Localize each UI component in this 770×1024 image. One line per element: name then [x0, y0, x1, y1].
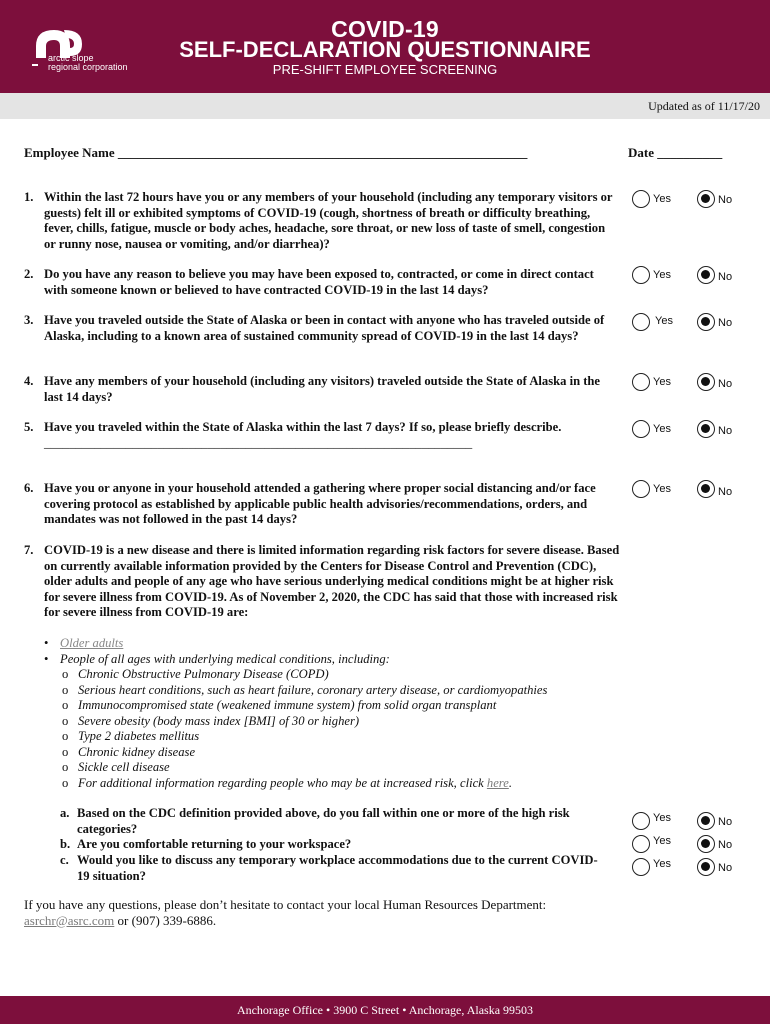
q6-no-radio[interactable] [697, 480, 715, 498]
q1-no-label: No [718, 194, 733, 206]
list-item[interactable]: • Older adults [44, 636, 547, 652]
qc-no-label: No [718, 862, 733, 874]
question-6: 6. Have you or anyone in your household attended a gathering where proper social distancing and/or face covering protocol as established by applicable public health advisories/recommendations, orders, and mandates was not followed in the past 14 days? [24, 481, 596, 526]
q1-yes-radio[interactable] [632, 190, 650, 208]
qa-no-label: No [718, 816, 733, 828]
question-7: 7. COVID-19 is a new disease and there is limited information regarding risk factors for severe disease. Based on currently available information provided by the Centers for Disease Control and Prevention (CDC), older adults and people of any age who have serious underlying medical conditions might be at higher risk for severe illness from COVID-19. As of November 2, 2020, the CDC has said that those with increased risk for severe illness from COVID-19 are: [24, 543, 620, 619]
question-5: 5. Have you traveled within the State of Alaska within the last 7 days? If so, please briefly describe. ____________________________________________________________________ [24, 420, 562, 450]
list-item: o Chronic Obstructive Pulmonary Disease (COPD) [44, 667, 547, 683]
q5-no-radio[interactable] [697, 420, 715, 438]
qc-no-radio[interactable] [697, 858, 715, 876]
qc-yes-label: Yes [653, 858, 671, 870]
q5-yes-label: Yes [653, 423, 671, 435]
q4-no-radio[interactable] [697, 373, 715, 391]
footer-bar: Anchorage Office • 3900 C Street • Anchorage, Alaska 99503 [0, 996, 770, 1024]
qc-yes-radio[interactable] [632, 858, 650, 876]
updated-bar [0, 93, 770, 119]
list-item: o Sickle cell disease [44, 760, 547, 776]
qb-yes-radio[interactable] [632, 835, 650, 853]
q3-no-radio[interactable] [697, 313, 715, 331]
contact-text: If you have any questions, please don’t hesitate to contact your local Human Resources Department: [24, 897, 547, 912]
qa-no-radio[interactable] [697, 812, 715, 830]
employee-name-field[interactable]: Employee Name _______________________________________________________________ [24, 145, 528, 160]
q5-yes-radio[interactable] [632, 420, 650, 438]
list-item: o Type 2 diabetes mellitus [44, 729, 547, 745]
q3-yes-radio[interactable] [632, 313, 650, 331]
list-item: o Immunocompromised state (weakened immune system) from solid organ transplant [44, 698, 547, 714]
q2-no-label: No [718, 271, 733, 283]
contact-note [24, 897, 724, 928]
q5-no-label: No [718, 425, 733, 437]
q2-yes-radio[interactable] [632, 266, 650, 284]
qa-yes-radio[interactable] [632, 812, 650, 830]
title-line2: SELF-DECLARATION QUESTIONNAIRE [179, 37, 591, 62]
header-banner [0, 0, 770, 93]
q3-yes-label: Yes [655, 315, 673, 327]
subquestion-a: a. Based on the CDC definition provided above, do you fall within one or more of the high risk categories? [60, 806, 570, 836]
qb-no-label: No [718, 839, 733, 851]
q2-yes-label: Yes [653, 269, 671, 281]
phone-text: or (907) 339-6886. [114, 912, 217, 928]
list-item: o Chronic kidney disease [44, 745, 547, 761]
q6-no-label: No [718, 486, 733, 498]
title-line1: COVID-19 [331, 16, 439, 42]
question-3: 3. Have you traveled outside the State of Alaska or been in contact with anyone who has traveled outside of Alaska, including to a known area of sustained community spread of COVID-19 in the last 14 days? [24, 313, 605, 343]
subquestion-c: c. Would you like to discuss any temporary workplace accommodations due to the current COVID-19 situation? [60, 853, 598, 883]
list-item: o For additional information regarding people who may be at increased risk, click here. [44, 776, 547, 792]
q6-yes-label: Yes [653, 483, 671, 495]
q6-yes-radio[interactable] [632, 480, 650, 498]
question-1: 1. Within the last 72 hours have you or any members of your household (including any temporary visitors or guests) felt ill or exhibited symptoms of COVID-19 (cough, shortness of breath or difficulty breathing, fever, chills, fatigue, muscle or body aches, headache, sore throat, or new loss of taste of smell, congestion or runny nose, nausea or vomiting, and/or diarrhea)? [24, 190, 613, 251]
list-item: o Severe obesity (body mass index [BMI] of 30 or higher) [44, 714, 547, 730]
q3-no-label: No [718, 317, 733, 329]
q2-no-radio[interactable] [697, 266, 715, 284]
q4-no-label: No [718, 378, 733, 390]
subtitle: PRE-SHIFT EMPLOYEE SCREENING [272, 62, 498, 77]
list-item: • People of all ages with underlying medical conditions, including: [44, 652, 547, 668]
qb-yes-label: Yes [653, 835, 671, 847]
question-4: 4. Have any members of your household (including any visitors) traveled outside the State of Alaska in the last 14 days? [24, 374, 601, 404]
subquestion-b: b. Are you comfortable returning to your workspace? [60, 837, 352, 851]
q1-yes-label: Yes [653, 193, 671, 205]
q4-yes-label: Yes [653, 376, 671, 388]
risk-list [44, 636, 547, 791]
list-item: o Serious heart conditions, such as heart failure, coronary artery disease, or cardiomyopathies [44, 683, 547, 699]
logo-text: arctic slope regional corporation [48, 53, 128, 72]
email-link[interactable]: asrchr@asrc.com [24, 912, 115, 928]
q1-no-radio[interactable] [697, 190, 715, 208]
q4-yes-radio[interactable] [632, 373, 650, 391]
question-2: 2. Do you have any reason to believe you may have been exposed to, contracted, or come in direct contact with someone known or believed to have contracted COVID-19 in the last 14 days? [24, 267, 594, 297]
qa-yes-label: Yes [653, 812, 671, 824]
here-link[interactable]: here [486, 775, 509, 790]
updated-date: Updated as of 11/17/20 [648, 99, 760, 113]
date-field[interactable]: Date __________ [628, 145, 723, 160]
qb-no-radio[interactable] [697, 835, 715, 853]
